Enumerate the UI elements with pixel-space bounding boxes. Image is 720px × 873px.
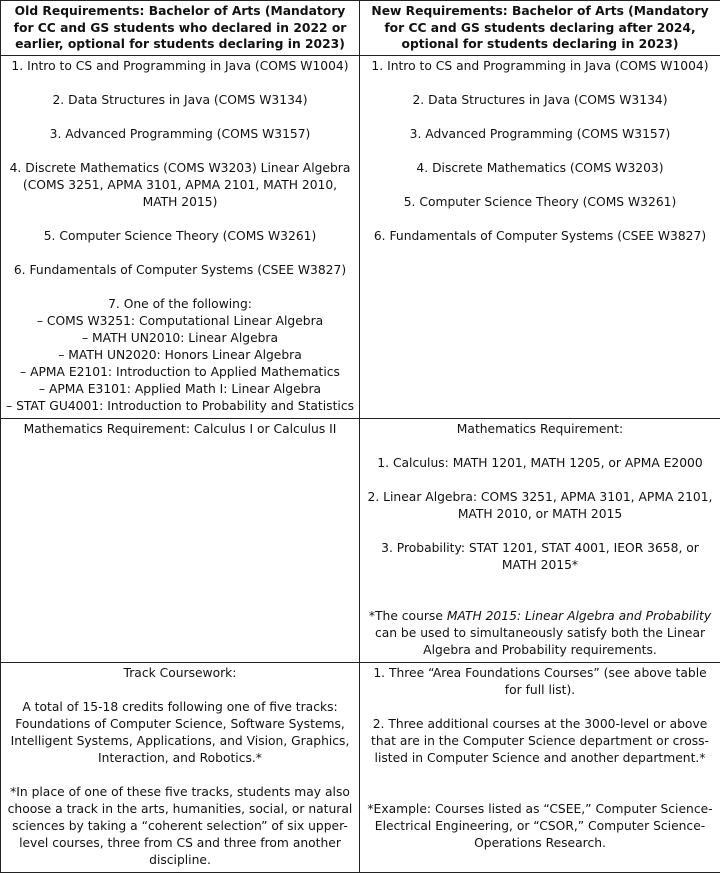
new-core-item-6: 6. Fundamentals of Computer Systems (CSEE W3827): [363, 228, 717, 245]
new-math-item-3: 3. Probability: STAT 1201, STAT 4001, IEOR 3658, or MATH 2015*: [363, 540, 717, 574]
new-track-item-1: 1. Three “Area Foundations Courses” (see above table for full list).: [363, 665, 717, 699]
new-math-cell: [360, 418, 720, 662]
old-track-body: A total of 15-18 credits following one of five tracks: Foundations of Computer Science, Software Systems, Intelligent Systems, Applications, and Vision, Graphics, Interaction, and Robotics.*: [4, 699, 356, 767]
old-core-item-4: 4. Discrete Mathematics (COMS W3203) Linear Algebra (COMS 3251, APMA 3101, APMA 2101, MATH 2010, MATH 2015): [4, 160, 356, 211]
new-math-item-1: 1. Calculus: MATH 1201, MATH 1205, or APMA E2000: [363, 455, 717, 472]
math-requirement-row: [1, 418, 720, 662]
old-requirements-header: Old Requirements: Bachelor of Arts (Mandatory for CC and GS students who declared in 2022 or earlier, optional for students declaring in 2023): [1, 1, 360, 56]
old-core-option: – COMS W3251: Computational Linear Algebra: [4, 313, 356, 330]
old-core-item-7-title: 7. One of the following:: [4, 296, 356, 313]
new-track-note: *Example: Courses listed as “CSEE,” Computer Science-Electrical Engineering, or “CSOR,” Computer Science-Operations Research.: [363, 801, 717, 852]
old-core-item-6: 6. Fundamentals of Computer Systems (CSEE W3827): [4, 262, 356, 279]
old-core-option: – STAT GU4001: Introduction to Probability and Statistics: [4, 398, 356, 415]
new-core-item-2: 2. Data Structures in Java (COMS W3134): [363, 92, 717, 109]
new-core-cell: [360, 55, 720, 418]
old-math-requirement: Mathematics Requirement: Calculus I or Calculus II: [4, 421, 356, 438]
new-math-title: Mathematics Requirement:: [363, 421, 717, 438]
old-core-cell: [1, 55, 360, 418]
old-core-item-3: 3. Advanced Programming (COMS W3157): [4, 126, 356, 143]
header-row: [1, 1, 720, 56]
old-track-note: *In place of one of these five tracks, students may also choose a track in the arts, humanities, social, or natural sciences by taking a “coherent selection” of six upper-level courses, three from CS and three from another discipline.: [4, 784, 356, 869]
old-core-item-2: 2. Data Structures in Java (COMS W3134): [4, 92, 356, 109]
new-math-item-2: 2. Linear Algebra: COMS 3251, APMA 3101, APMA 2101, MATH 2010, or MATH 2015: [363, 489, 717, 523]
core-courses-row: [1, 55, 720, 418]
old-core-option: – APMA E3101: Applied Math I: Linear Algebra: [4, 381, 356, 398]
note-course-name: MATH 2015: Linear Algebra and Probability: [447, 609, 711, 623]
old-math-cell: [1, 418, 360, 662]
old-core-option: – APMA E2101: Introduction to Applied Mathematics: [4, 364, 356, 381]
new-core-item-1: 1. Intro to CS and Programming in Java (COMS W1004): [363, 58, 717, 75]
old-track-title: Track Coursework:: [4, 665, 356, 682]
old-track-cell: [1, 662, 360, 872]
track-coursework-row: [1, 662, 720, 872]
new-requirements-header: New Requirements: Bachelor of Arts (Mandatory for CC and GS students declaring after 2024, optional for students declaring in 2023): [360, 1, 720, 56]
new-track-cell: [360, 662, 720, 872]
new-core-item-5: 5. Computer Science Theory (COMS W3261): [363, 194, 717, 211]
old-core-item-1: 1. Intro to CS and Programming in Java (COMS W1004): [4, 58, 356, 75]
old-core-option: – MATH UN2010: Linear Algebra: [4, 330, 356, 347]
new-track-item-2: 2. Three additional courses at the 3000-level or above that are in the Computer Science department or cross-listed in Computer Science and another department.*: [363, 716, 717, 767]
old-core-option: – MATH UN2020: Honors Linear Algebra: [4, 347, 356, 364]
old-core-item-5: 5. Computer Science Theory (COMS W3261): [4, 228, 356, 245]
new-math-note: *The course MATH 2015: Linear Algebra and Probability can be used to simultaneously satisfy both the Linear Algebra and Probability requirements.: [363, 608, 717, 659]
new-core-item-3: 3. Advanced Programming (COMS W3157): [363, 126, 717, 143]
new-core-item-4: 4. Discrete Mathematics (COMS W3203): [363, 160, 717, 177]
